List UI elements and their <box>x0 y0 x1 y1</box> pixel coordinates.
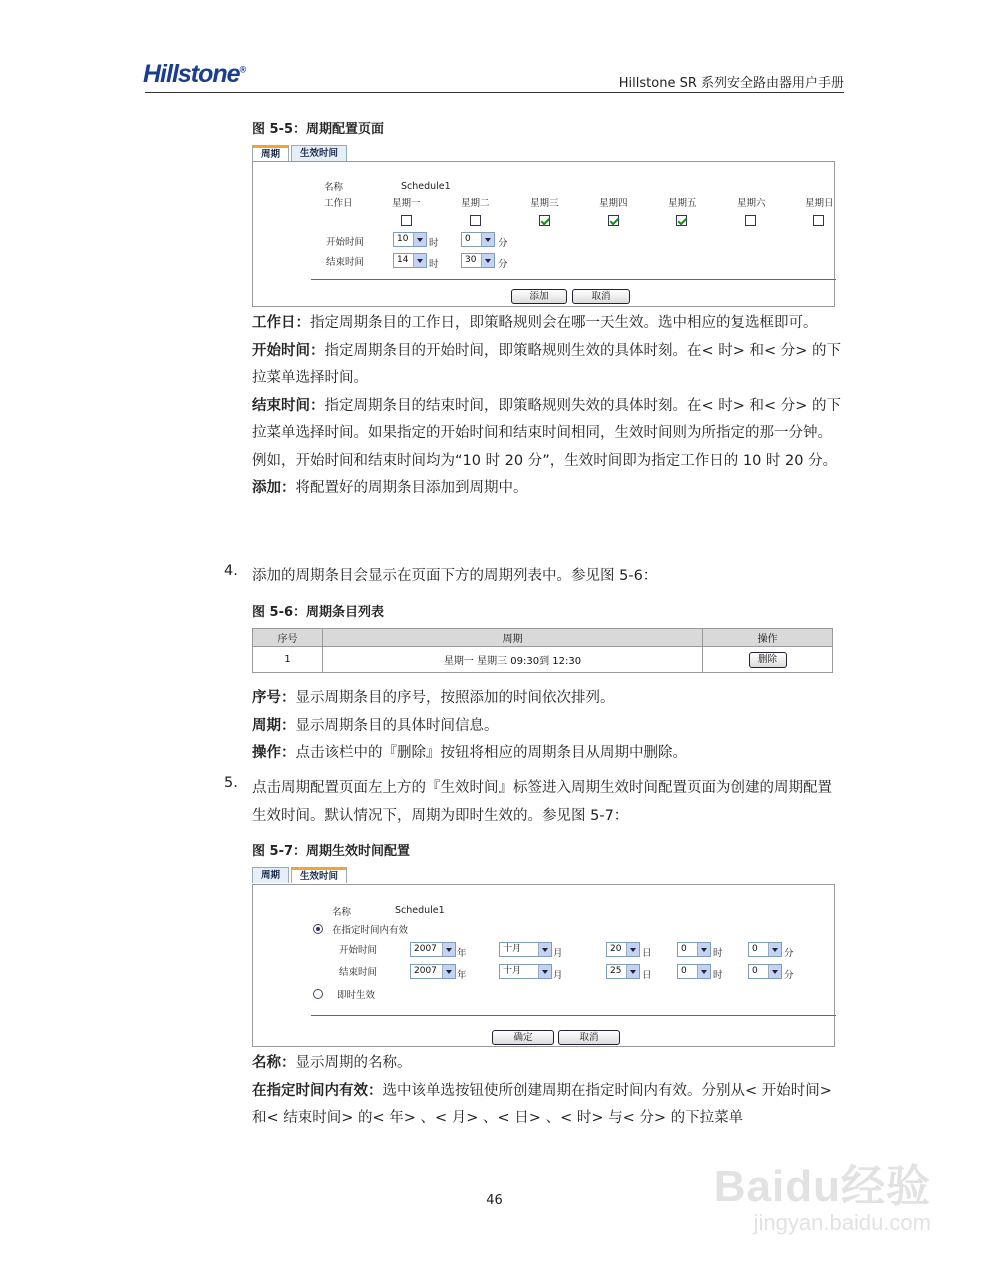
chevron-down-icon <box>626 965 639 978</box>
day-unit: 日 <box>642 970 652 981</box>
end-month-select[interactable]: 十月 <box>499 964 552 979</box>
desc-block-1 <box>252 310 846 503</box>
desc-block-2 <box>252 685 846 768</box>
desc-period: 周期：显示周期条目的具体时间信息。 <box>252 717 499 734</box>
step4-number: 4. <box>224 563 238 579</box>
fig57-caption: 图 5-7：周期生效时间配置 <box>252 844 411 859</box>
fig57-tabs <box>252 867 347 883</box>
watermark-url: jingyan.baidu.com <box>753 1210 931 1235</box>
min-unit: 分 <box>784 948 794 959</box>
ok-button[interactable]: 确定 <box>492 1030 554 1045</box>
min-unit: 分 <box>784 970 794 981</box>
desc-action: 操作：点击该栏中的『删除』按钮将相应的周期条目从周期中删除。 <box>252 745 687 761</box>
schedule-list-table <box>252 628 833 673</box>
workday-label: 工作日 <box>324 198 353 209</box>
min-unit: 分 <box>498 259 508 270</box>
end-min-select[interactable]: 30 <box>461 253 495 268</box>
end-year-select[interactable]: 2007 <box>410 964 456 979</box>
desc-workday: 工作日：指定周期条目的工作日，即策略规则会在哪一天生效。选中相应的复选框即可。 <box>252 315 818 331</box>
desc-block-3 <box>252 1050 846 1133</box>
start-hour-select[interactable]: 0 <box>677 942 711 957</box>
chevron-down-icon <box>768 943 781 956</box>
radio-specified-time-label: 在指定时间内有效 <box>332 925 409 936</box>
chevron-down-icon <box>481 233 494 246</box>
fig55-panel <box>252 161 835 307</box>
day-label-sat: 星期六 <box>737 198 766 209</box>
end-hour-select[interactable]: 14 <box>393 253 427 268</box>
header-divider <box>145 92 844 93</box>
name-label: 名称 <box>332 907 352 918</box>
start-min-select[interactable]: 0 <box>461 232 495 247</box>
chevron-down-icon <box>626 943 639 956</box>
start-time-label: 开始时间 <box>339 945 378 956</box>
day-checkbox-sun[interactable] <box>813 215 824 226</box>
col-header-period: 周期 <box>323 629 703 647</box>
desc-end-time: 结束时间：指定周期条目的结束时间，即策略规则失效的具体时刻。在< 时> 和< 分> 的下拉菜单选择时间。如果指定的开始时间和结束时间相同，生效时间则为所指定的那一分钟。例如，开始时间和结束时间均为“10 时 20 分”，生效时间即为指定工作日的 10 时 20 分。 <box>252 397 842 469</box>
chevron-down-icon <box>697 943 710 956</box>
cell-action <box>703 647 833 673</box>
watermark-brand: Baidu经验 <box>713 1162 931 1211</box>
desc-id: 序号：显示周期条目的序号，按照添加的时间依次排列。 <box>252 690 615 706</box>
day-label-sun: 星期日 <box>805 198 834 209</box>
page-number: 46 <box>486 1193 503 1208</box>
step5-text: 点击周期配置页面左上方的『生效时间』标签进入周期生效时间配置页面为创建的周期配置生效时间。默认情况下，周期为即时生效的。参见图 5-7： <box>252 780 832 824</box>
col-header-id: 序号 <box>253 629 323 647</box>
chevron-down-icon <box>442 965 455 978</box>
fig57-panel <box>252 884 835 1047</box>
end-time-label: 结束时间 <box>339 967 378 978</box>
hillstone-logo: Hillstone® <box>143 60 246 88</box>
manual-title: Hillstone SR 系列安全路由器用户手册 <box>618 76 844 91</box>
day-label-thu: 星期四 <box>599 198 628 209</box>
table-row <box>253 647 833 673</box>
name-value: Schedule1 <box>395 905 445 916</box>
end-day-select[interactable]: 25 <box>606 964 640 979</box>
fig55-caption: 图 5-5：周期配置页面 <box>252 122 385 137</box>
baidu-watermark <box>714 1150 931 1236</box>
delete-button[interactable]: 删除 <box>749 652 787 668</box>
start-month-select[interactable]: 十月 <box>499 942 552 957</box>
month-unit: 月 <box>553 948 563 959</box>
year-unit: 年 <box>457 970 467 981</box>
tab-schedule[interactable]: 周期 <box>252 145 289 161</box>
desc-add: 添加：将配置好的周期条目添加到周期中。 <box>252 480 528 496</box>
day-checkbox-tue[interactable] <box>470 215 481 226</box>
tab-effective-time[interactable]: 生效时间 <box>291 145 347 161</box>
cell-id: 1 <box>253 647 323 673</box>
end-min-select[interactable]: 0 <box>748 964 782 979</box>
tab-effective-time[interactable]: 生效时间 <box>291 867 347 883</box>
radio-immediate-label: 即时生效 <box>337 990 376 1001</box>
cancel-button[interactable]: 取消 <box>572 289 630 304</box>
day-checkbox-sat[interactable] <box>745 215 756 226</box>
chevron-down-icon <box>481 254 494 267</box>
chevron-down-icon <box>442 943 455 956</box>
radio-immediate[interactable] <box>313 989 323 999</box>
min-unit: 分 <box>498 238 508 249</box>
day-unit: 日 <box>642 948 652 959</box>
step4-text: 添加的周期条目会显示在页面下方的周期列表中。参见图 5-6： <box>252 568 658 584</box>
name-value: Schedule1 <box>401 181 451 192</box>
start-year-select[interactable]: 2007 <box>410 942 456 957</box>
chevron-down-icon <box>538 943 551 956</box>
fig55-tabs <box>252 145 347 161</box>
hour-unit: 时 <box>429 259 439 270</box>
desc-specified-time: 在指定时间内有效：选中该单选按钮使所创建周期在指定时间内有效。分别从< 开始时间> 和< 结束时间> 的< 年> 、< 月> 、< 日> 、< 时> 与< 分> 的下拉菜单 <box>252 1082 832 1126</box>
desc-name: 名称：显示周期的名称。 <box>252 1055 412 1071</box>
radio-specified-time[interactable] <box>313 924 323 934</box>
chevron-down-icon <box>538 965 551 978</box>
day-checkbox-fri[interactable] <box>676 215 687 226</box>
chevron-down-icon <box>697 965 710 978</box>
desc-start-time: 开始时间：指定周期条目的开始时间，即策略规则生效的具体时刻。在< 时> 和< 分> 的下拉菜单选择时间。 <box>252 342 842 386</box>
chevron-down-icon <box>413 254 426 267</box>
end-hour-select[interactable]: 0 <box>677 964 711 979</box>
name-label: 名称 <box>324 182 344 193</box>
day-checkbox-wed[interactable] <box>539 215 550 226</box>
end-time-label: 结束时间 <box>326 257 365 268</box>
chevron-down-icon <box>768 965 781 978</box>
day-checkbox-thu[interactable] <box>608 215 619 226</box>
day-label-fri: 星期五 <box>668 198 697 209</box>
hour-unit: 时 <box>713 948 723 959</box>
fig56-caption: 图 5-6：周期条目列表 <box>252 605 385 620</box>
cancel-button[interactable]: 取消 <box>558 1030 620 1045</box>
start-hour-select[interactable]: 10 <box>393 232 427 247</box>
form-divider <box>311 279 836 280</box>
table-header-row <box>253 629 833 647</box>
col-header-action: 操作 <box>703 629 833 647</box>
year-unit: 年 <box>457 948 467 959</box>
start-time-label: 开始时间 <box>326 237 365 248</box>
month-unit: 月 <box>553 970 563 981</box>
start-min-select[interactable]: 0 <box>748 942 782 957</box>
step5-number: 5. <box>224 775 238 791</box>
hour-unit: 时 <box>713 970 723 981</box>
add-button[interactable]: 添加 <box>511 289 567 304</box>
form-divider <box>311 1015 836 1016</box>
hour-unit: 时 <box>429 238 439 249</box>
cell-period: 星期一 星期三 09:30到 12:30 <box>323 647 703 673</box>
day-label-tue: 星期二 <box>461 198 490 209</box>
day-label-wed: 星期三 <box>530 198 559 209</box>
day-label-mon: 星期一 <box>392 198 421 209</box>
start-day-select[interactable]: 20 <box>606 942 640 957</box>
chevron-down-icon <box>413 233 426 246</box>
day-checkbox-mon[interactable] <box>401 215 412 226</box>
tab-schedule[interactable]: 周期 <box>252 867 289 883</box>
